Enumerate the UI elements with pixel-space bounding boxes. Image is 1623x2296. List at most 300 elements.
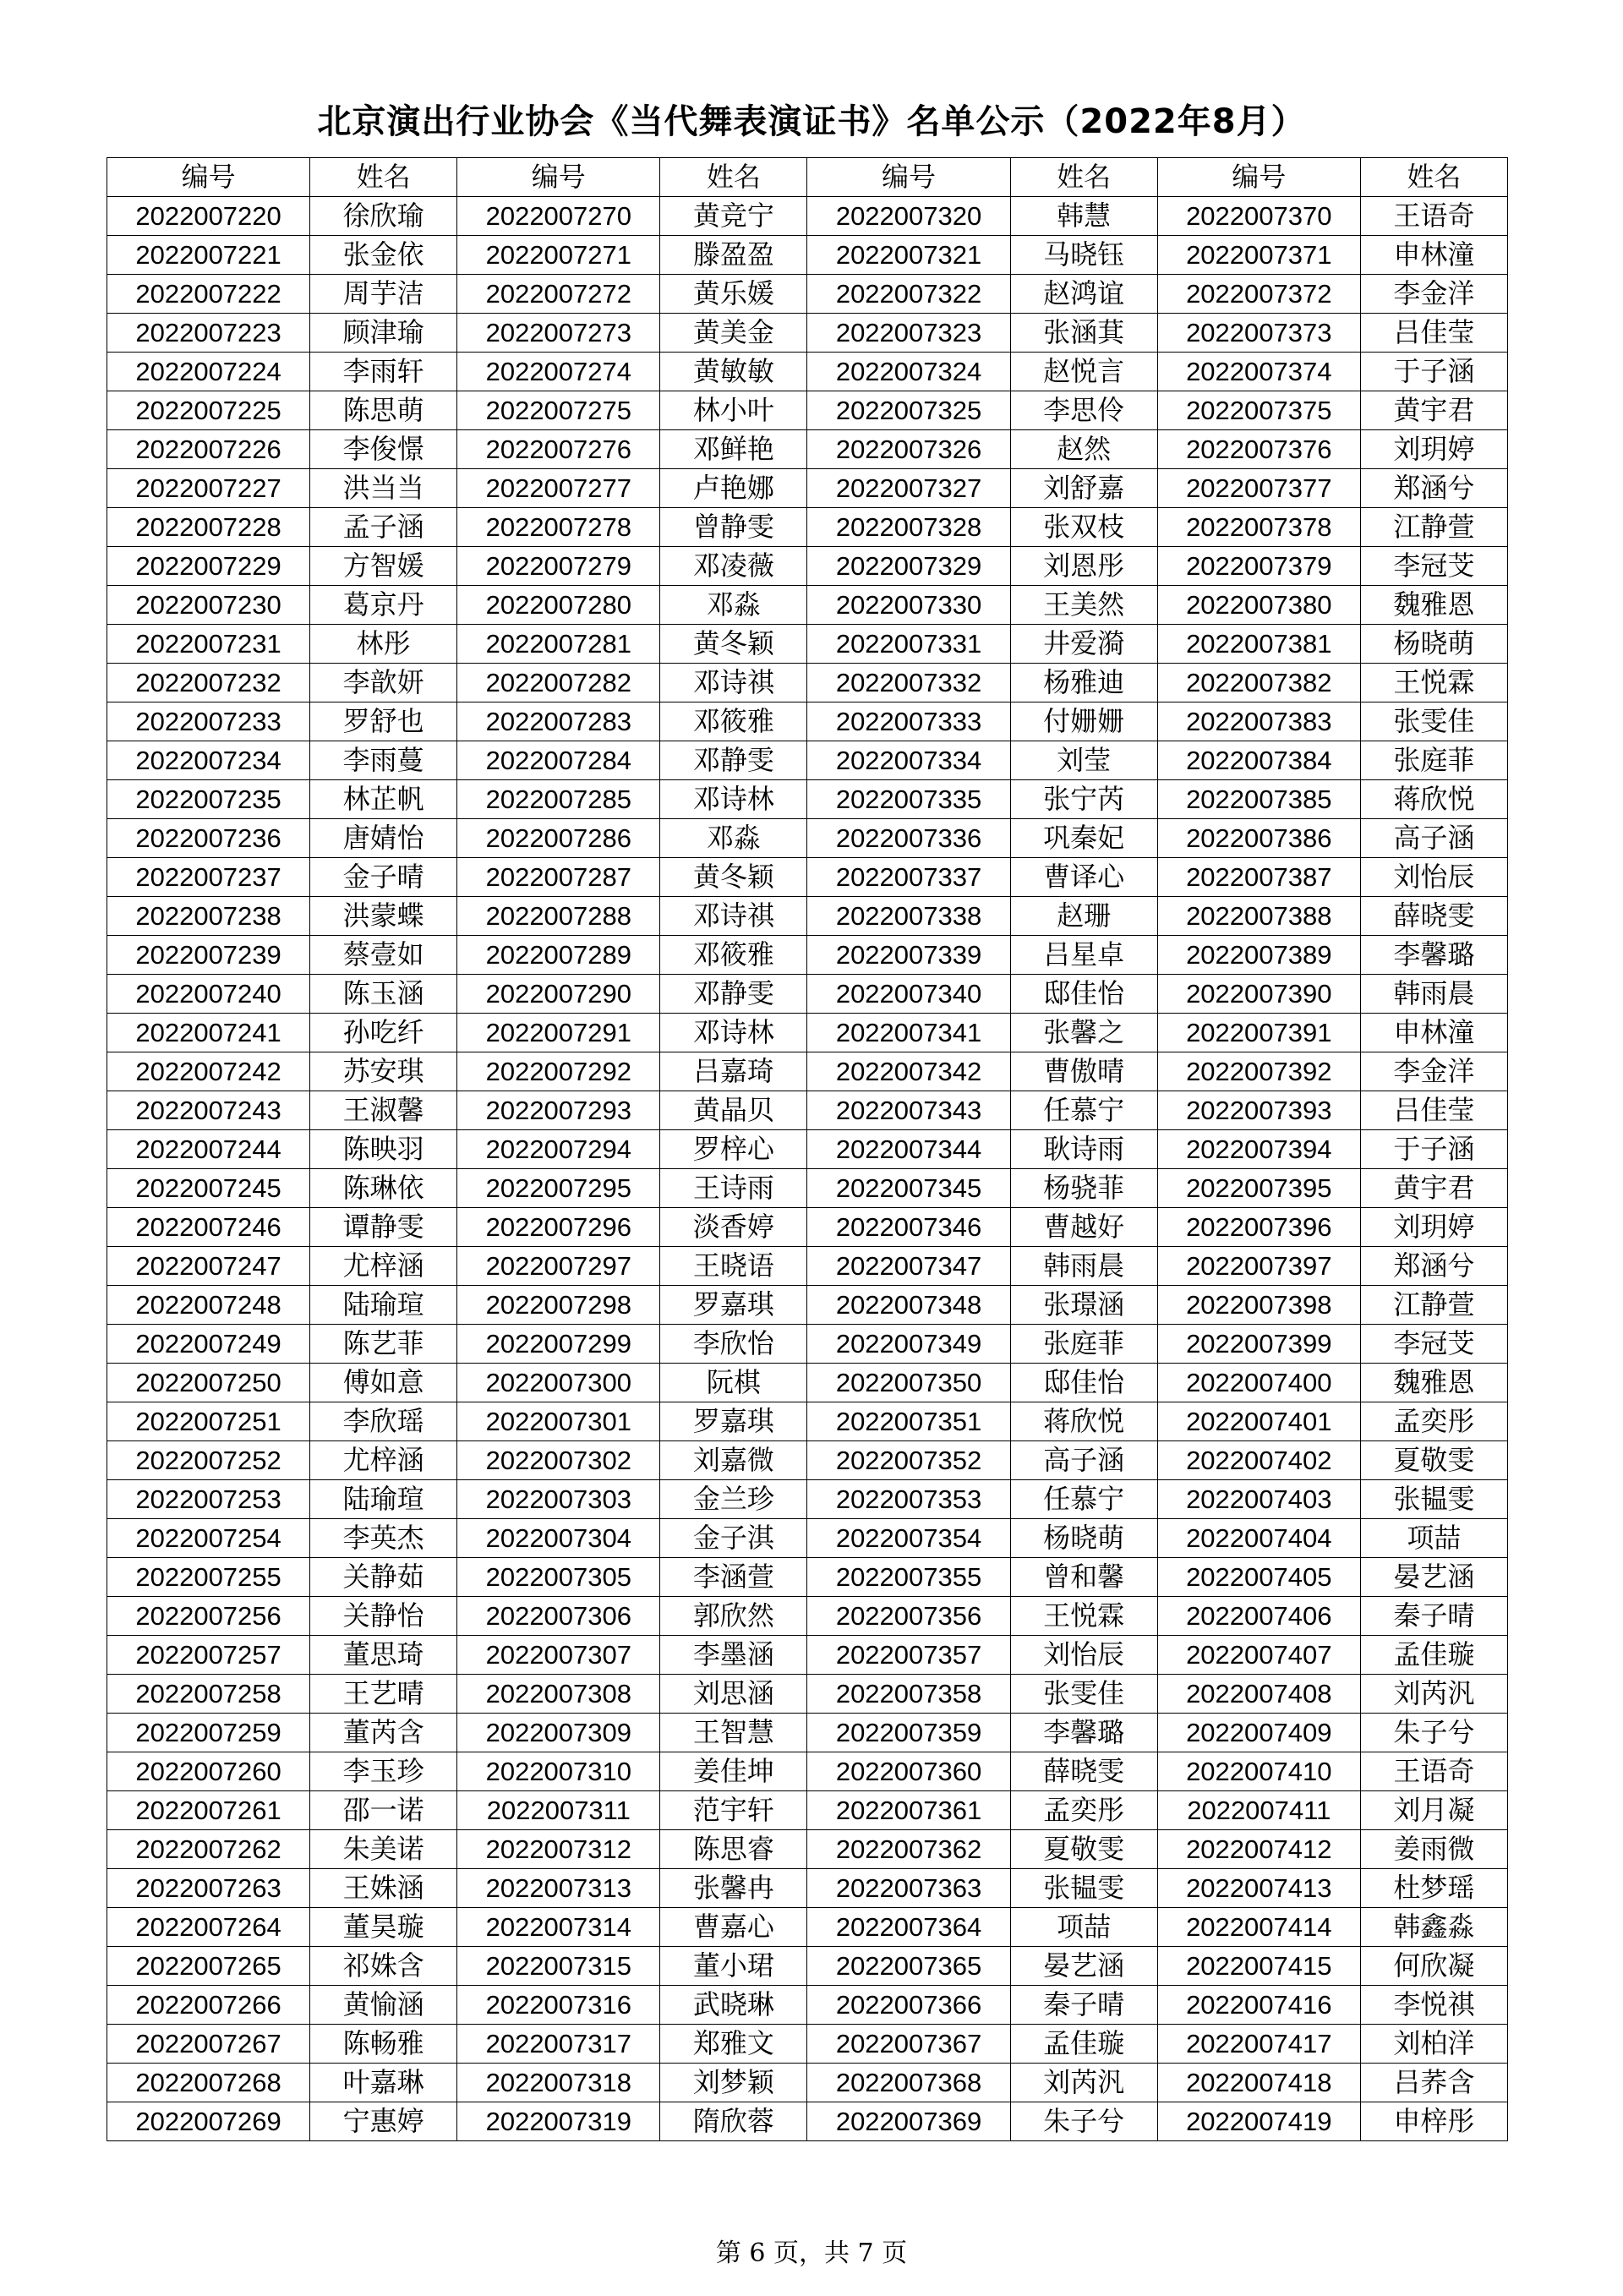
person-name-cell: 金兰珍 <box>660 1480 807 1519</box>
person-name-cell: 吕荞含 <box>1360 2064 1507 2102</box>
cert-number-cell: 2022007415 <box>1157 1947 1360 1986</box>
person-name-cell: 朱美诺 <box>310 1830 457 1869</box>
cert-number-cell: 2022007251 <box>107 1402 310 1441</box>
cert-number-cell: 2022007265 <box>107 1947 310 1986</box>
person-name-cell: 赵珊 <box>1010 897 1157 936</box>
person-name-cell: 林小叶 <box>660 391 807 430</box>
person-name-cell: 井爱漪 <box>1010 625 1157 664</box>
cert-number-cell: 2022007416 <box>1157 1986 1360 2025</box>
cert-number-cell: 2022007414 <box>1157 1908 1360 1947</box>
cert-number-cell: 2022007342 <box>807 1052 1010 1091</box>
cert-number-cell: 2022007291 <box>457 1014 660 1052</box>
table-row <box>107 741 1508 780</box>
cert-number-cell: 2022007279 <box>457 547 660 586</box>
person-name-cell: 李雨轩 <box>310 353 457 391</box>
person-name-cell: 吕星卓 <box>1010 936 1157 975</box>
person-name-cell: 刘莹 <box>1010 741 1157 780</box>
person-name-cell: 江静萱 <box>1360 508 1507 547</box>
person-name-cell: 张馨之 <box>1010 1014 1157 1052</box>
person-name-cell: 任慕宁 <box>1010 1091 1157 1130</box>
cert-number-cell: 2022007288 <box>457 897 660 936</box>
table-row <box>107 469 1508 508</box>
person-name-cell: 何欣凝 <box>1360 1947 1507 1986</box>
cert-number-cell: 2022007419 <box>1157 2102 1360 2141</box>
cert-number-cell: 2022007330 <box>807 586 1010 625</box>
cert-number-cell: 2022007262 <box>107 1830 310 1869</box>
page-title: 北京演出行业协会《当代舞表演证书》名单公示（2022年8月） <box>317 102 1306 141</box>
cert-number-cell: 2022007371 <box>1157 236 1360 275</box>
cert-number-cell: 2022007292 <box>457 1052 660 1091</box>
table-row <box>107 1519 1508 1558</box>
cert-number-cell: 2022007411 <box>1157 1791 1360 1830</box>
cert-number-cell: 2022007239 <box>107 936 310 975</box>
person-name-cell: 董芮含 <box>310 1714 457 1752</box>
table-row <box>107 1908 1508 1947</box>
cert-number-cell: 2022007326 <box>807 430 1010 469</box>
person-name-cell: 武晓琳 <box>660 1986 807 2025</box>
person-name-cell: 关静怡 <box>310 1597 457 1636</box>
cert-number-cell: 2022007281 <box>457 625 660 664</box>
cert-number-cell: 2022007340 <box>807 975 1010 1014</box>
cert-number-cell: 2022007274 <box>457 353 660 391</box>
person-name-cell: 王艺晴 <box>310 1675 457 1714</box>
person-name-cell: 王智慧 <box>660 1714 807 1752</box>
cert-number-cell: 2022007314 <box>457 1908 660 1947</box>
cert-number-cell: 2022007344 <box>807 1130 1010 1169</box>
person-name-cell: 曹傲晴 <box>1010 1052 1157 1091</box>
person-name-cell: 黄美金 <box>660 314 807 353</box>
person-name-cell: 韩雨晨 <box>1360 975 1507 1014</box>
person-name-cell: 李欣瑶 <box>310 1402 457 1441</box>
cert-number-cell: 2022007398 <box>1157 1286 1360 1325</box>
person-name-cell: 刘嘉微 <box>660 1441 807 1480</box>
person-name-cell: 尤梓涵 <box>310 1247 457 1286</box>
roster-table <box>107 157 1508 2141</box>
cert-number-cell: 2022007302 <box>457 1441 660 1480</box>
cert-number-cell: 2022007313 <box>457 1869 660 1908</box>
person-name-cell: 陆瑜瑄 <box>310 1480 457 1519</box>
table-row <box>107 2102 1508 2141</box>
table-row <box>107 1052 1508 1091</box>
person-name-cell: 郑雅文 <box>660 2025 807 2064</box>
cert-number-cell: 2022007381 <box>1157 625 1360 664</box>
cert-number-cell: 2022007335 <box>807 780 1010 819</box>
person-name-cell: 张双枝 <box>1010 508 1157 547</box>
table-row <box>107 1830 1508 1869</box>
person-name-cell: 邓淼 <box>660 819 807 858</box>
person-name-cell: 李思伶 <box>1010 391 1157 430</box>
cert-number-cell: 2022007266 <box>107 1986 310 2025</box>
person-name-cell: 韩鑫淼 <box>1360 1908 1507 1947</box>
person-name-cell: 魏雅恩 <box>1360 586 1507 625</box>
person-name-cell: 刘舒嘉 <box>1010 469 1157 508</box>
person-name-cell: 付姗姗 <box>1010 702 1157 741</box>
table-row <box>107 1791 1508 1830</box>
cert-number-cell: 2022007338 <box>807 897 1010 936</box>
cert-number-cell: 2022007290 <box>457 975 660 1014</box>
table-row <box>107 391 1508 430</box>
cert-number-cell: 2022007336 <box>807 819 1010 858</box>
cert-number-cell: 2022007240 <box>107 975 310 1014</box>
person-name-cell: 王悦霖 <box>1010 1597 1157 1636</box>
cert-number-cell: 2022007356 <box>807 1597 1010 1636</box>
cert-number-cell: 2022007353 <box>807 1480 1010 1519</box>
person-name-cell: 隋欣蓉 <box>660 2102 807 2141</box>
person-name-cell: 刘怡辰 <box>1010 1636 1157 1675</box>
table-row <box>107 1675 1508 1714</box>
cert-number-cell: 2022007241 <box>107 1014 310 1052</box>
cert-number-cell: 2022007311 <box>457 1791 660 1830</box>
cert-number-cell: 2022007385 <box>1157 780 1360 819</box>
person-name-cell: 尤梓涵 <box>310 1441 457 1480</box>
cert-number-cell: 2022007402 <box>1157 1441 1360 1480</box>
cert-number-cell: 2022007333 <box>807 702 1010 741</box>
column-header: 姓名 <box>310 158 457 197</box>
table-row <box>107 547 1508 586</box>
cert-number-cell: 2022007276 <box>457 430 660 469</box>
cert-number-cell: 2022007399 <box>1157 1325 1360 1364</box>
person-name-cell: 薛晓雯 <box>1010 1752 1157 1791</box>
person-name-cell: 李馨璐 <box>1010 1714 1157 1752</box>
table-row <box>107 1364 1508 1402</box>
cert-number-cell: 2022007393 <box>1157 1091 1360 1130</box>
cert-number-cell: 2022007230 <box>107 586 310 625</box>
person-name-cell: 林芷帆 <box>310 780 457 819</box>
table-row <box>107 975 1508 1014</box>
person-name-cell: 刘玥婷 <box>1360 1208 1507 1247</box>
person-name-cell: 刘思涵 <box>660 1675 807 1714</box>
person-name-cell: 王诗雨 <box>660 1169 807 1208</box>
person-name-cell: 高子涵 <box>1010 1441 1157 1480</box>
person-name-cell: 刘玥婷 <box>1360 430 1507 469</box>
cert-number-cell: 2022007264 <box>107 1908 310 1947</box>
cert-number-cell: 2022007306 <box>457 1597 660 1636</box>
person-name-cell: 曹越好 <box>1010 1208 1157 1247</box>
person-name-cell: 傅如意 <box>310 1364 457 1402</box>
cert-number-cell: 2022007409 <box>1157 1714 1360 1752</box>
person-name-cell: 赵悦言 <box>1010 353 1157 391</box>
cert-number-cell: 2022007387 <box>1157 858 1360 897</box>
person-name-cell: 蒋欣悦 <box>1010 1402 1157 1441</box>
person-name-cell: 淡香婷 <box>660 1208 807 1247</box>
cert-number-cell: 2022007272 <box>457 275 660 314</box>
person-name-cell: 魏雅恩 <box>1360 1364 1507 1402</box>
cert-number-cell: 2022007293 <box>457 1091 660 1130</box>
cert-number-cell: 2022007286 <box>457 819 660 858</box>
cert-number-cell: 2022007263 <box>107 1869 310 1908</box>
cert-number-cell: 2022007370 <box>1157 197 1360 236</box>
cert-number-cell: 2022007334 <box>807 741 1010 780</box>
person-name-cell: 邓诗林 <box>660 780 807 819</box>
person-name-cell: 李金洋 <box>1360 1052 1507 1091</box>
person-name-cell: 项喆 <box>1360 1519 1507 1558</box>
person-name-cell: 杨晓萌 <box>1010 1519 1157 1558</box>
person-name-cell: 任慕宁 <box>1010 1480 1157 1519</box>
person-name-cell: 申林潼 <box>1360 236 1507 275</box>
cert-number-cell: 2022007407 <box>1157 1636 1360 1675</box>
person-name-cell: 罗舒也 <box>310 702 457 741</box>
person-name-cell: 申梓彤 <box>1360 2102 1507 2141</box>
person-name-cell: 邓静雯 <box>660 741 807 780</box>
person-name-cell: 邓筱雅 <box>660 702 807 741</box>
person-name-cell: 郭欣然 <box>660 1597 807 1636</box>
cert-number-cell: 2022007401 <box>1157 1402 1360 1441</box>
person-name-cell: 刘柏洋 <box>1360 2025 1507 2064</box>
table-row <box>107 353 1508 391</box>
cert-number-cell: 2022007236 <box>107 819 310 858</box>
person-name-cell: 王淑馨 <box>310 1091 457 1130</box>
cert-number-cell: 2022007225 <box>107 391 310 430</box>
person-name-cell: 李馨璐 <box>1360 936 1507 975</box>
person-name-cell: 曹嘉心 <box>660 1908 807 1947</box>
column-header: 姓名 <box>660 158 807 197</box>
person-name-cell: 杨雅迪 <box>1010 664 1157 702</box>
table-row <box>107 1247 1508 1286</box>
person-name-cell: 邸佳怡 <box>1010 975 1157 1014</box>
person-name-cell: 于子涵 <box>1360 1130 1507 1169</box>
cert-number-cell: 2022007332 <box>807 664 1010 702</box>
person-name-cell: 陈思睿 <box>660 1830 807 1869</box>
cert-number-cell: 2022007315 <box>457 1947 660 1986</box>
person-name-cell: 曾静雯 <box>660 508 807 547</box>
cert-number-cell: 2022007319 <box>457 2102 660 2141</box>
cert-number-cell: 2022007395 <box>1157 1169 1360 1208</box>
cert-number-cell: 2022007365 <box>807 1947 1010 1986</box>
person-name-cell: 张庭菲 <box>1360 741 1507 780</box>
cert-number-cell: 2022007223 <box>107 314 310 353</box>
cert-number-cell: 2022007372 <box>1157 275 1360 314</box>
cert-number-cell: 2022007383 <box>1157 702 1360 741</box>
cert-number-cell: 2022007339 <box>807 936 1010 975</box>
person-name-cell: 祁姝含 <box>310 1947 457 1986</box>
cert-number-cell: 2022007260 <box>107 1752 310 1791</box>
cert-number-cell: 2022007394 <box>1157 1130 1360 1169</box>
cert-number-cell: 2022007287 <box>457 858 660 897</box>
person-name-cell: 陈琳依 <box>310 1169 457 1208</box>
person-name-cell: 赵然 <box>1010 430 1157 469</box>
cert-number-cell: 2022007243 <box>107 1091 310 1130</box>
cert-number-cell: 2022007390 <box>1157 975 1360 1014</box>
cert-number-cell: 2022007295 <box>457 1169 660 1208</box>
cert-number-cell: 2022007254 <box>107 1519 310 1558</box>
cert-number-cell: 2022007373 <box>1157 314 1360 353</box>
cert-number-cell: 2022007270 <box>457 197 660 236</box>
person-name-cell: 叶嘉琳 <box>310 2064 457 2102</box>
person-name-cell: 张雯佳 <box>1360 702 1507 741</box>
cert-number-cell: 2022007256 <box>107 1597 310 1636</box>
person-name-cell: 王语奇 <box>1360 1752 1507 1791</box>
person-name-cell: 陈映羽 <box>310 1130 457 1169</box>
cert-number-cell: 2022007278 <box>457 508 660 547</box>
person-name-cell: 王姝涵 <box>310 1869 457 1908</box>
cert-number-cell: 2022007375 <box>1157 391 1360 430</box>
cert-number-cell: 2022007316 <box>457 1986 660 2025</box>
person-name-cell: 罗嘉琪 <box>660 1402 807 1441</box>
person-name-cell: 陈玉涵 <box>310 975 457 1014</box>
person-name-cell: 邓鲜艳 <box>660 430 807 469</box>
person-name-cell: 刘梦颖 <box>660 2064 807 2102</box>
cert-number-cell: 2022007303 <box>457 1480 660 1519</box>
table-row <box>107 1558 1508 1597</box>
person-name-cell: 杨晓萌 <box>1360 625 1507 664</box>
person-name-cell: 李墨涵 <box>660 1636 807 1675</box>
cert-number-cell: 2022007408 <box>1157 1675 1360 1714</box>
cert-number-cell: 2022007368 <box>807 2064 1010 2102</box>
person-name-cell: 董思琦 <box>310 1636 457 1675</box>
person-name-cell: 陆瑜瑄 <box>310 1286 457 1325</box>
table-row <box>107 1752 1508 1791</box>
person-name-cell: 刘芮汎 <box>1010 2064 1157 2102</box>
person-name-cell: 张璟涵 <box>1010 1286 1157 1325</box>
cert-number-cell: 2022007235 <box>107 780 310 819</box>
cert-number-cell: 2022007345 <box>807 1169 1010 1208</box>
person-name-cell: 刘怡辰 <box>1360 858 1507 897</box>
person-name-cell: 黄宇君 <box>1360 1169 1507 1208</box>
cert-number-cell: 2022007347 <box>807 1247 1010 1286</box>
cert-number-cell: 2022007253 <box>107 1480 310 1519</box>
cert-number-cell: 2022007349 <box>807 1325 1010 1364</box>
cert-number-cell: 2022007269 <box>107 2102 310 2141</box>
person-name-cell: 苏安琪 <box>310 1052 457 1091</box>
person-name-cell: 董小珺 <box>660 1947 807 1986</box>
person-name-cell: 黄愉涵 <box>310 1986 457 2025</box>
table-row <box>107 1402 1508 1441</box>
person-name-cell: 金子晴 <box>310 858 457 897</box>
person-name-cell: 陈艺菲 <box>310 1325 457 1364</box>
person-name-cell: 姜雨微 <box>1360 1830 1507 1869</box>
person-name-cell: 张韫雯 <box>1010 1869 1157 1908</box>
cert-number-cell: 2022007369 <box>807 2102 1010 2141</box>
cert-number-cell: 2022007248 <box>107 1286 310 1325</box>
cert-number-cell: 2022007273 <box>457 314 660 353</box>
person-name-cell: 张馨冉 <box>660 1869 807 1908</box>
cert-number-cell: 2022007327 <box>807 469 1010 508</box>
cert-number-cell: 2022007222 <box>107 275 310 314</box>
person-name-cell: 王美然 <box>1010 586 1157 625</box>
cert-number-cell: 2022007320 <box>807 197 1010 236</box>
person-name-cell: 黄冬颖 <box>660 858 807 897</box>
table-row <box>107 314 1508 353</box>
cert-number-cell: 2022007417 <box>1157 2025 1360 2064</box>
person-name-cell: 孙吃纤 <box>310 1014 457 1052</box>
person-name-cell: 孟佳璇 <box>1360 1636 1507 1675</box>
table-row <box>107 1169 1508 1208</box>
person-name-cell: 滕盈盈 <box>660 236 807 275</box>
cert-number-cell: 2022007351 <box>807 1402 1010 1441</box>
table-row <box>107 1714 1508 1752</box>
person-name-cell: 宁惠婷 <box>310 2102 457 2141</box>
cert-number-cell: 2022007304 <box>457 1519 660 1558</box>
cert-number-cell: 2022007298 <box>457 1286 660 1325</box>
person-name-cell: 孟佳璇 <box>1010 2025 1157 2064</box>
cert-number-cell: 2022007397 <box>1157 1247 1360 1286</box>
cert-number-cell: 2022007352 <box>807 1441 1010 1480</box>
cert-number-cell: 2022007406 <box>1157 1597 1360 1636</box>
table-row <box>107 1130 1508 1169</box>
person-name-cell: 张韫雯 <box>1360 1480 1507 1519</box>
cert-number-cell: 2022007329 <box>807 547 1010 586</box>
cert-number-cell: 2022007321 <box>807 236 1010 275</box>
column-header: 姓名 <box>1010 158 1157 197</box>
cert-number-cell: 2022007389 <box>1157 936 1360 975</box>
person-name-cell: 李雨蔓 <box>310 741 457 780</box>
cert-number-cell: 2022007392 <box>1157 1052 1360 1091</box>
cert-number-cell: 2022007364 <box>807 1908 1010 1947</box>
person-name-cell: 卢艳娜 <box>660 469 807 508</box>
table-header-row <box>107 158 1508 197</box>
cert-number-cell: 2022007391 <box>1157 1014 1360 1052</box>
table-row <box>107 1947 1508 1986</box>
person-name-cell: 徐欣瑜 <box>310 197 457 236</box>
table-row <box>107 1636 1508 1675</box>
cert-number-cell: 2022007363 <box>807 1869 1010 1908</box>
person-name-cell: 邓淼 <box>660 586 807 625</box>
cert-number-cell: 2022007355 <box>807 1558 1010 1597</box>
cert-number-cell: 2022007294 <box>457 1130 660 1169</box>
cert-number-cell: 2022007310 <box>457 1752 660 1791</box>
cert-number-cell: 2022007289 <box>457 936 660 975</box>
cert-number-cell: 2022007358 <box>807 1675 1010 1714</box>
person-name-cell: 姜佳坤 <box>660 1752 807 1791</box>
cert-number-cell: 2022007268 <box>107 2064 310 2102</box>
table-row <box>107 858 1508 897</box>
person-name-cell: 蒋欣悦 <box>1360 780 1507 819</box>
table-row <box>107 1441 1508 1480</box>
cert-number-cell: 2022007377 <box>1157 469 1360 508</box>
table-row <box>107 936 1508 975</box>
table-row <box>107 1014 1508 1052</box>
cert-number-cell: 2022007354 <box>807 1519 1010 1558</box>
person-name-cell: 秦子晴 <box>1360 1597 1507 1636</box>
person-name-cell: 李冠芠 <box>1360 547 1507 586</box>
cert-number-cell: 2022007341 <box>807 1014 1010 1052</box>
cert-number-cell: 2022007249 <box>107 1325 310 1364</box>
person-name-cell: 张涵萁 <box>1010 314 1157 353</box>
cert-number-cell: 2022007247 <box>107 1247 310 1286</box>
cert-number-cell: 2022007386 <box>1157 819 1360 858</box>
person-name-cell: 李冠芠 <box>1360 1325 1507 1364</box>
person-name-cell: 邸佳怡 <box>1010 1364 1157 1402</box>
person-name-cell: 张宁芮 <box>1010 780 1157 819</box>
cert-number-cell: 2022007400 <box>1157 1364 1360 1402</box>
cert-number-cell: 2022007250 <box>107 1364 310 1402</box>
table-row <box>107 1986 1508 2025</box>
cert-number-cell: 2022007331 <box>807 625 1010 664</box>
cert-number-cell: 2022007359 <box>807 1714 1010 1752</box>
person-name-cell: 朱子兮 <box>1360 1714 1507 1752</box>
cert-number-cell: 2022007242 <box>107 1052 310 1091</box>
table-row <box>107 897 1508 936</box>
table-row <box>107 780 1508 819</box>
cert-number-cell: 2022007245 <box>107 1169 310 1208</box>
person-name-cell: 杨骁菲 <box>1010 1169 1157 1208</box>
cert-number-cell: 2022007246 <box>107 1208 310 1247</box>
cert-number-cell: 2022007324 <box>807 353 1010 391</box>
table-row <box>107 702 1508 741</box>
person-name-cell: 邓凌薇 <box>660 547 807 586</box>
person-name-cell: 吕佳莹 <box>1360 314 1507 353</box>
cert-number-cell: 2022007233 <box>107 702 310 741</box>
person-name-cell: 秦子晴 <box>1010 1986 1157 2025</box>
cert-number-cell: 2022007318 <box>457 2064 660 2102</box>
person-name-cell: 曹译心 <box>1010 858 1157 897</box>
person-name-cell: 洪蒙蝶 <box>310 897 457 936</box>
table-row <box>107 1325 1508 1364</box>
person-name-cell: 夏敬雯 <box>1010 1830 1157 1869</box>
person-name-cell: 唐婧怡 <box>310 819 457 858</box>
cert-number-cell: 2022007413 <box>1157 1869 1360 1908</box>
person-name-cell: 黄敏敏 <box>660 353 807 391</box>
